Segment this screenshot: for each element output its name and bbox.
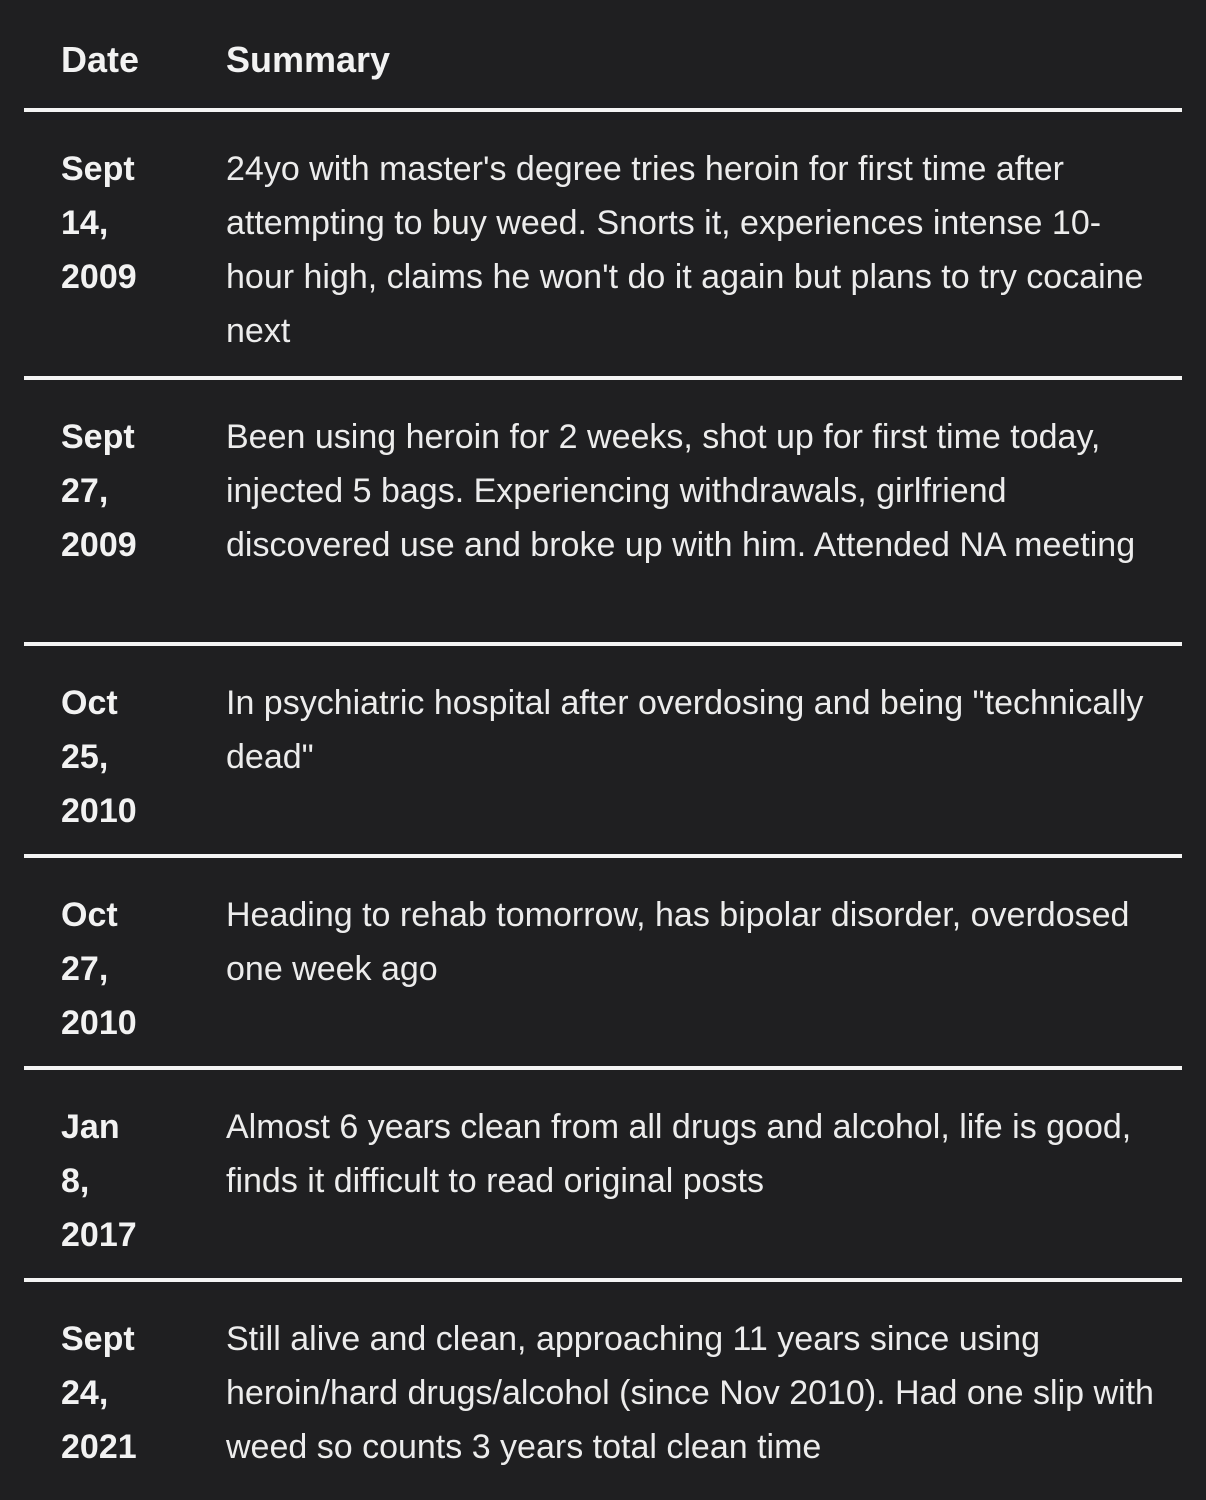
row-date: Oct 25, 2010 <box>61 684 137 830</box>
row-summary: In psychiatric hospital after overdosing and being "technically dead" <box>226 684 1144 776</box>
row-date: Jan 8, 2017 <box>61 1108 137 1254</box>
row-summary: Heading to rehab tomorrow, has bipolar disorder, overdosed one week ago <box>226 896 1130 988</box>
table-row <box>24 646 1182 858</box>
table-header <box>24 0 1182 112</box>
table-row <box>24 1282 1182 1496</box>
timeline-table <box>24 0 1182 1496</box>
row-date: Sept 27, 2009 <box>61 418 137 564</box>
date-column-header: Date <box>61 39 140 80</box>
row-summary: 24yo with master's degree tries heroin for first time after attempting to buy weed. Snorts it, experiences intense 10-hour high, claims he won't do it again but plans to try cocaine next <box>226 150 1144 350</box>
row-summary: Almost 6 years clean from all drugs and alcohol, life is good, finds it difficult to read original posts <box>226 1108 1132 1200</box>
row-summary: Been using heroin for 2 weeks, shot up for first time today, injected 5 bags. Experiencing withdrawals, girlfriend discovered use and broke up with him. Attended NA meeting <box>226 418 1136 564</box>
summary-column-header: Summary <box>226 39 391 80</box>
table-row <box>24 858 1182 1070</box>
table-row <box>24 1070 1182 1282</box>
row-summary: Still alive and clean, approaching 11 years since using heroin/hard drugs/alcohol (since Nov 2010). Had one slip with weed so counts 3 years total clean time <box>226 1320 1154 1466</box>
table-row <box>24 380 1182 646</box>
row-date: Sept 14, 2009 <box>61 150 137 296</box>
row-date: Sept 24, 2021 <box>61 1320 137 1466</box>
table-row <box>24 112 1182 380</box>
row-date: Oct 27, 2010 <box>61 896 137 1042</box>
